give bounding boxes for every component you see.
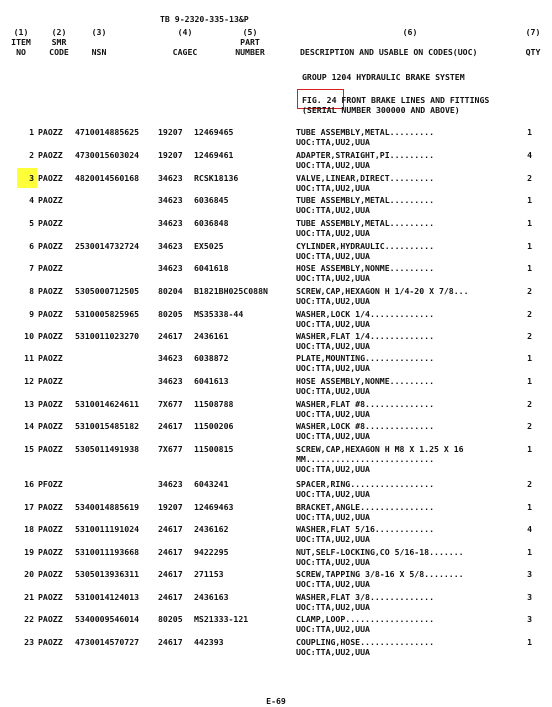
- part-number: MS35338-44: [194, 309, 244, 319]
- part-number: 6036848: [194, 218, 229, 228]
- quantity: 4: [527, 150, 532, 160]
- uoc-codes: UOC:TTA,UU2,UUA: [296, 386, 370, 396]
- nsn-value: 5305013936311: [75, 569, 140, 579]
- uoc-codes: UOC:TTA,UU2,UUA: [296, 296, 370, 306]
- nsn-col-label: NSN: [91, 47, 107, 57]
- cagec-value: 34623: [158, 241, 183, 251]
- item-number: 12: [24, 376, 34, 386]
- quantity: 1: [527, 444, 532, 454]
- item-number: 14: [24, 421, 34, 431]
- cagec-value: 24617: [158, 331, 183, 341]
- nsn-value: 4710014885625: [75, 127, 140, 137]
- nsn-value: 5310014624611: [75, 399, 140, 409]
- qty-col-num: (7): [525, 27, 541, 37]
- smr-col-num: (2): [51, 27, 67, 37]
- description: SPACER,RING.................: [296, 479, 435, 489]
- nsn-value: 5340009546014: [75, 614, 140, 624]
- nsn-value: 4820014560168: [75, 173, 140, 183]
- nsn-value: 5310015485182: [75, 421, 140, 431]
- cagec-value: 34623: [158, 173, 183, 183]
- item-number: 18: [24, 524, 34, 534]
- quantity: 2: [527, 286, 532, 296]
- part-col-label: PART: [240, 37, 260, 47]
- smr-code: PAOZZ: [38, 218, 63, 228]
- group-title: GROUP 1204 HYDRAULIC BRAKE SYSTEM: [302, 72, 465, 82]
- cagec-value: 34623: [158, 479, 183, 489]
- uoc-codes: UOC:TTA,UU2,UUA: [296, 183, 370, 193]
- description: WASHER,FLAT #8..............: [296, 399, 435, 409]
- cagec-value: 80205: [158, 309, 183, 319]
- item-number: 16: [24, 479, 34, 489]
- item-col-label: ITEM: [11, 37, 31, 47]
- smr-code: PAOZZ: [38, 263, 63, 273]
- part-number: EX5025: [194, 241, 224, 251]
- cagec-value: 24617: [158, 569, 183, 579]
- item-number: 21: [24, 592, 34, 602]
- quantity: 2: [527, 479, 532, 489]
- uoc-codes: UOC:TTA,UU2,UUA: [296, 489, 370, 499]
- uoc-codes: UOC:TTA,UU2,UUA: [296, 228, 370, 238]
- description: WASHER,FLAT 3/8.............: [296, 592, 435, 602]
- uoc-codes: UOC:TTA,UU2,UUA: [296, 647, 370, 657]
- cagec-value: 34623: [158, 195, 183, 205]
- nsn-value: 5310011193668: [75, 547, 140, 557]
- smr-code: PAOZZ: [38, 150, 63, 160]
- quantity: 1: [527, 353, 532, 363]
- quantity: 2: [527, 399, 532, 409]
- page-number: E-69: [266, 696, 286, 706]
- smr-col-label2: CODE: [49, 47, 69, 57]
- uoc-codes: UOC:TTA,UU2,UUA: [296, 341, 370, 351]
- item-number: 5: [29, 218, 34, 228]
- uoc-codes: UOC:TTA,UU2,UUA: [296, 137, 370, 147]
- description: WASHER,FLAT 1/4.............: [296, 331, 435, 341]
- tb-number: TB 9-2320-335-13&P: [160, 14, 249, 24]
- smr-code: PAOZZ: [38, 502, 63, 512]
- description: HOSE ASSEMBLY,NONME.........: [296, 376, 435, 386]
- desc-col-label: DESCRIPTION AND USABLE ON CODES(UOC): [300, 47, 478, 57]
- quantity: 4: [527, 524, 532, 534]
- description: CLAMP,LOOP..................: [296, 614, 435, 624]
- nsn-value: 5305011491938: [75, 444, 140, 454]
- part-number: 6041613: [194, 376, 229, 386]
- uoc-codes: UOC:TTA,UU2,UUA: [296, 464, 370, 474]
- smr-code: PAOZZ: [38, 309, 63, 319]
- cagec-value: 24617: [158, 547, 183, 557]
- quantity: 3: [527, 614, 532, 624]
- item-number: 22: [24, 614, 34, 624]
- description: PLATE,MOUNTING..............: [296, 353, 435, 363]
- smr-code: PAOZZ: [38, 524, 63, 534]
- part-number: 12469463: [194, 502, 234, 512]
- desc-col-num: (6): [402, 27, 418, 37]
- part-number: 6038872: [194, 353, 229, 363]
- item-number: 7: [29, 263, 34, 273]
- quantity: 1: [527, 637, 532, 647]
- cagec-value: 34623: [158, 353, 183, 363]
- item-number: 17: [24, 502, 34, 512]
- uoc-codes: UOC:TTA,UU2,UUA: [296, 602, 370, 612]
- item-number: 9: [29, 309, 34, 319]
- cagec-value: 19207: [158, 150, 183, 160]
- smr-code: PAOZZ: [38, 331, 63, 341]
- smr-code: PAOZZ: [38, 173, 63, 183]
- cagec-value: 24617: [158, 592, 183, 602]
- description: WASHER,LOCK 1/4.............: [296, 309, 435, 319]
- description: BRACKET,ANGLE...............: [296, 502, 435, 512]
- item-number: 8: [29, 286, 34, 296]
- smr-code: PAOZZ: [38, 569, 63, 579]
- cagec-value: 7X677: [158, 399, 183, 409]
- cagec-value: 24617: [158, 637, 183, 647]
- cagec-value: 80204: [158, 286, 183, 296]
- uoc-codes: UOC:TTA,UU2,UUA: [296, 251, 370, 261]
- quantity: 1: [527, 218, 532, 228]
- smr-code: PAOZZ: [38, 547, 63, 557]
- smr-code: PAOZZ: [38, 195, 63, 205]
- part-number: B1821BH025C088N: [194, 286, 268, 296]
- quantity: 1: [527, 127, 532, 137]
- item-number: 11: [24, 353, 34, 363]
- item-number: 20: [24, 569, 34, 579]
- uoc-codes: UOC:TTA,UU2,UUA: [296, 273, 370, 283]
- cagec-value: 19207: [158, 127, 183, 137]
- smr-code: PAOZZ: [38, 637, 63, 647]
- cagec-value: 19207: [158, 502, 183, 512]
- nsn-value: 5340014885619: [75, 502, 140, 512]
- quantity: 1: [527, 502, 532, 512]
- uoc-codes: UOC:TTA,UU2,UUA: [296, 431, 370, 441]
- part-number: RCSK18136: [194, 173, 239, 183]
- item-number: 3: [29, 173, 34, 183]
- item-number: 6: [29, 241, 34, 251]
- item-number: 1: [29, 127, 34, 137]
- part-number: 11508788: [194, 399, 234, 409]
- part-number: 6041618: [194, 263, 229, 273]
- item-col-label2: NO: [16, 47, 26, 57]
- cagec-value: 24617: [158, 524, 183, 534]
- cagec-value: 80205: [158, 614, 183, 624]
- smr-code: PAOZZ: [38, 444, 63, 454]
- description: CYLINDER,HYDRAULIC..........: [296, 241, 435, 251]
- description: SCREW,CAP,HEXAGON H 1/4-20 X 7/8...: [296, 286, 469, 296]
- uoc-codes: UOC:TTA,UU2,UUA: [296, 363, 370, 373]
- description-cont: MM..........................: [296, 454, 435, 464]
- nsn-value: 4730014570727: [75, 637, 140, 647]
- quantity: 1: [527, 241, 532, 251]
- description: TUBE ASSEMBLY,METAL.........: [296, 195, 435, 205]
- quantity: 3: [527, 569, 532, 579]
- quantity: 1: [527, 195, 532, 205]
- uoc-codes: UOC:TTA,UU2,UUA: [296, 160, 370, 170]
- quantity: 1: [527, 263, 532, 273]
- part-number: 442393: [194, 637, 224, 647]
- cagec-value: 34623: [158, 263, 183, 273]
- nsn-value: 4730015603024: [75, 150, 140, 160]
- quantity: 2: [527, 331, 532, 341]
- nsn-value: 5310014124013: [75, 592, 140, 602]
- uoc-codes: UOC:TTA,UU2,UUA: [296, 624, 370, 634]
- item-number: 10: [24, 331, 34, 341]
- part-number: 11500815: [194, 444, 234, 454]
- smr-code: PFOZZ: [38, 479, 63, 489]
- nsn-value: 5310005825965: [75, 309, 140, 319]
- cagec-col-label: CAGEC: [172, 47, 198, 57]
- part-number: 12469465: [194, 127, 234, 137]
- description: TUBE ASSEMBLY,METAL.........: [296, 218, 435, 228]
- part-col-num: (5): [242, 27, 258, 37]
- item-number: 4: [29, 195, 34, 205]
- item-number: 2: [29, 150, 34, 160]
- cagec-value: 7X677: [158, 444, 183, 454]
- uoc-codes: UOC:TTA,UU2,UUA: [296, 512, 370, 522]
- description: TUBE ASSEMBLY,METAL.........: [296, 127, 435, 137]
- uoc-codes: UOC:TTA,UU2,UUA: [296, 409, 370, 419]
- description: WASHER,FLAT 5/16............: [296, 524, 435, 534]
- smr-code: PAOZZ: [38, 241, 63, 251]
- description: NUT,SELF-LOCKING,CO 5/16-18.......: [296, 547, 464, 557]
- part-number: 6043241: [194, 479, 229, 489]
- nsn-value: 2530014732724: [75, 241, 140, 251]
- description: HOSE ASSEMBLY,NONME.........: [296, 263, 435, 273]
- part-number: 11500206: [194, 421, 234, 431]
- quantity: 2: [527, 421, 532, 431]
- quantity: 1: [527, 547, 532, 557]
- smr-code: PAOZZ: [38, 592, 63, 602]
- quantity: 2: [527, 173, 532, 183]
- fig-subtitle: (SERIAL NUMBER 300000 AND ABOVE): [302, 105, 460, 115]
- part-number: 12469461: [194, 150, 234, 160]
- smr-code: PAOZZ: [38, 399, 63, 409]
- qty-col-label: QTY: [525, 47, 541, 57]
- part-col-label2: NUMBER: [235, 47, 265, 57]
- part-number: 6036845: [194, 195, 229, 205]
- item-number: 13: [24, 399, 34, 409]
- nsn-value: 5305000712505: [75, 286, 140, 296]
- description: ADAPTER,STRAIGHT,PI.........: [296, 150, 435, 160]
- smr-col-label: SMR: [51, 37, 67, 47]
- nsn-value: 5310011023270: [75, 331, 140, 341]
- uoc-codes: UOC:TTA,UU2,UUA: [296, 205, 370, 215]
- part-number: 2436163: [194, 592, 229, 602]
- uoc-codes: UOC:TTA,UU2,UUA: [296, 557, 370, 567]
- nsn-value: 5310011191024: [75, 524, 140, 534]
- uoc-codes: UOC:TTA,UU2,UUA: [296, 319, 370, 329]
- cagec-col-num: (4): [177, 27, 193, 37]
- part-number: 2436162: [194, 524, 229, 534]
- uoc-codes: UOC:TTA,UU2,UUA: [296, 534, 370, 544]
- part-number: 9422295: [194, 547, 229, 557]
- part-number: 271153: [194, 569, 224, 579]
- description: SCREW,CAP,HEXAGON H M8 X 1.25 X 16: [296, 444, 464, 454]
- smr-code: PAOZZ: [38, 353, 63, 363]
- cagec-value: 34623: [158, 218, 183, 228]
- smr-code: PAOZZ: [38, 614, 63, 624]
- item-number: 23: [24, 637, 34, 647]
- part-number: 2436161: [194, 331, 229, 341]
- description: COUPLING,HOSE...............: [296, 637, 435, 647]
- smr-code: PAOZZ: [38, 421, 63, 431]
- description: WASHER,LOCK #8..............: [296, 421, 435, 431]
- description: SCREW,TAPPING 3/8-16 X 5/8........: [296, 569, 464, 579]
- item-col-num: (1): [13, 27, 29, 37]
- description: VALVE,LINEAR,DIRECT.........: [296, 173, 435, 183]
- quantity: 2: [527, 309, 532, 319]
- cagec-value: 34623: [158, 376, 183, 386]
- fig-title: FIG. 24 FRONT BRAKE LINES AND FITTINGS: [302, 95, 490, 105]
- smr-code: PAOZZ: [38, 127, 63, 137]
- item-number: 15: [24, 444, 34, 454]
- smr-code: PAOZZ: [38, 286, 63, 296]
- item-number: 19: [24, 547, 34, 557]
- cagec-value: 24617: [158, 421, 183, 431]
- uoc-codes: UOC:TTA,UU2,UUA: [296, 579, 370, 589]
- nsn-col-num: (3): [91, 27, 107, 37]
- quantity: 3: [527, 592, 532, 602]
- part-number: MS21333-121: [194, 614, 249, 624]
- quantity: 1: [527, 376, 532, 386]
- smr-code: PAOZZ: [38, 376, 63, 386]
